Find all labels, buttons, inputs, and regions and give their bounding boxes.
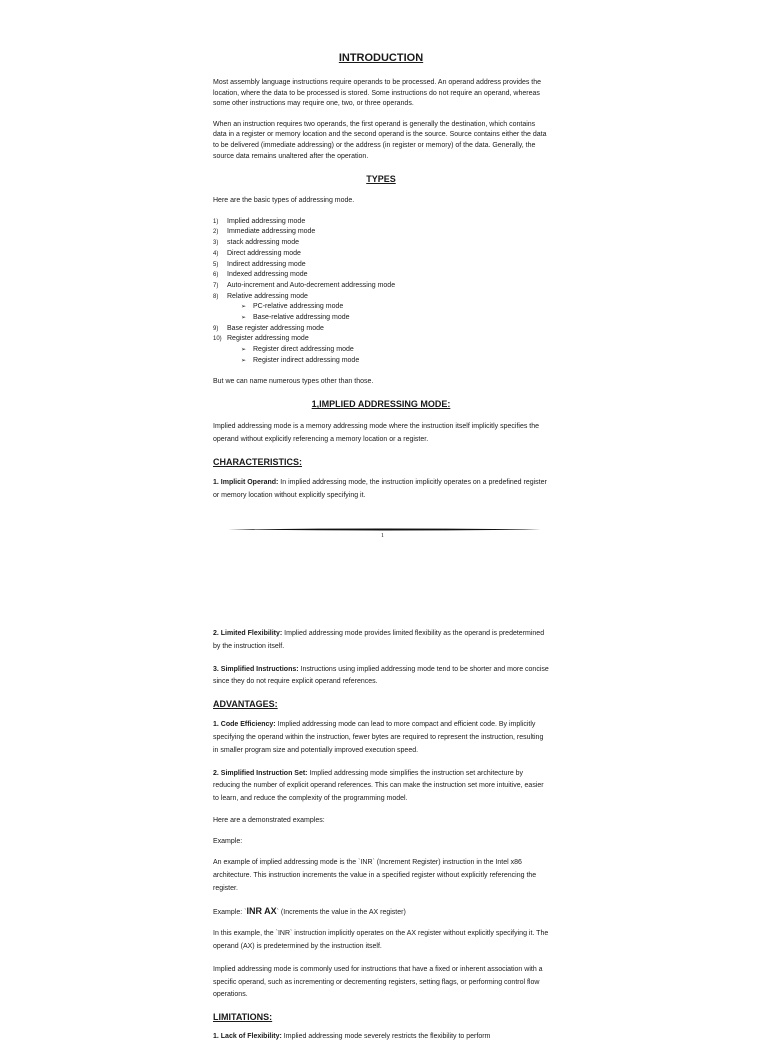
arrow-bullet-icon: ➢ — [241, 357, 247, 364]
usage-paragraph: Implied addressing mode is commonly used for instructions that have a fixed or inherent association with a specific operand, such as incrementing or decrementing registers, setting flags, or performing control flow operations. — [213, 965, 543, 999]
advantages-title: ADVANTAGES: — [213, 699, 278, 710]
arrow-bullet-icon: ➢ — [241, 347, 247, 354]
implied-mode-title: 1,IMPLIED ADDRESSING MODE: — [311, 399, 451, 410]
list-item: 6) Indexed addressing mode — [213, 271, 308, 279]
characteristics-title: CHARACTERISTICS: — [213, 456, 302, 467]
list-item: 1) Implied addressing mode — [213, 217, 306, 225]
intro-paragraph-1: Most assembly language instructions require operands to be processed. An operand address provides the location, where the data to be processed is stored. Some instructions do not require an operand, whereas some other instructions may require one, two, or three operands. — [213, 79, 542, 108]
arrow-bullet-icon: ➢ — [241, 304, 247, 311]
example-label: Example: — [213, 837, 243, 845]
intro-paragraph-2: When an instruction requires two operands, the first operand is generally the destination, which contains data in a register or memory location and the second operand is the source. Source contains either the data to be delivered (immediate addressing) or the address (in register or memory) of the data. Generally, the source data remains unaltered after the operation. — [213, 120, 547, 160]
list-item: 9) Base register addressing mode — [213, 324, 324, 332]
sub-list-item: ➢ Base-relative addressing mode — [241, 313, 549, 324]
list-item: 7) Auto-increment and Auto-decrement addressing mode — [213, 281, 396, 289]
demo-lead: Here are a demonstrated examples: — [213, 816, 325, 824]
register-sublist — [227, 345, 549, 366]
characteristic-1: 1. Implicit Operand: In implied addressing mode, the instruction implicitly operates on a predefined register or memory location without explicitly specifying it. — [213, 478, 547, 499]
implied-description: Implied addressing mode is a memory addressing mode where the instruction itself implicitly specifies the operand without explicitly referencing a memory location or a register. — [213, 423, 540, 443]
page-2 — [213, 628, 549, 1053]
types-lead: Here are the basic types of addressing mode. — [213, 197, 355, 205]
sub-list-item: ➢ Register direct addressing mode — [241, 345, 549, 356]
characteristic-2: 2. Limited Flexibility: Implied addressing mode provides limited flexibility as the operand is predetermined by the instruction itself. — [213, 630, 545, 650]
page-1 — [213, 52, 549, 512]
characteristic-3: 3. Simplified Instructions: Instructions using implied addressing mode tend to be shorter and more concise since they do not require explicit operand references. — [213, 665, 549, 686]
list-item: 4) Direct addressing mode — [213, 249, 301, 257]
list-item: 3) stack addressing mode — [213, 239, 299, 247]
limitation-1: 1. Lack of Flexibility: Implied addressing mode severely restricts the flexibility to perform — [213, 1033, 491, 1041]
relative-sublist — [227, 302, 549, 323]
list-item: 10) Register addressing mode ➢ Register direct addressing mode ➢ Register indirect addressing mode — [213, 334, 549, 366]
example-code-line: Example: `INR AX` (Increments the value in the AX register) — [213, 905, 406, 916]
sub-list-item: ➢ Register indirect addressing mode — [241, 356, 549, 367]
page-number: 1 — [381, 533, 384, 539]
introduction-title: INTRODUCTION — [338, 52, 424, 64]
list-item: 8) Relative addressing mode ➢ PC-relative addressing mode ➢ Base-relative addressing mode — [213, 292, 549, 324]
advantage-1: 1. Code Efficiency: Implied addressing mode can lead to more compact and efficient code. By implicitly specifying the operand within the instruction, fewer bytes are required to represent the instruction, resulting in smaller program size and potentially improved execution speed. — [213, 721, 544, 754]
example-code: INR AX — [246, 905, 277, 916]
arrow-bullet-icon: ➢ — [241, 315, 247, 322]
addressing-mode-list — [213, 217, 549, 367]
page-divider — [228, 528, 541, 531]
sub-list-item: ➢ PC-relative addressing mode — [241, 302, 549, 313]
example-description: An example of implied addressing mode is the `INR` (Increment Register) instruction in the Intel x86 architecture. This instruction increments the value in a specified register without explicitly referencing the register. — [213, 859, 537, 892]
advantage-2: 2. Simplified Instruction Set: Implied addressing mode simplifies the instruction set architecture by reducing the number of explicit operand references. This can make the instruction set more intuitive, easier to learn, and reduce the complexity of the programming model. — [213, 769, 544, 803]
list-item: 2) Immediate addressing mode — [213, 228, 316, 236]
example-explanation: In this example, the `INR` instruction implicitly operates on the AX register without explicitly specifying it. The operand (AX) is predetermined by the instruction itself. — [213, 930, 549, 950]
list-item: 5) Indirect addressing mode — [213, 260, 306, 268]
types-closing: But we can name numerous types other than those. — [213, 377, 374, 385]
limitations-title: LIMITATIONS: — [213, 1012, 273, 1023]
types-title: TYPES — [366, 174, 396, 185]
